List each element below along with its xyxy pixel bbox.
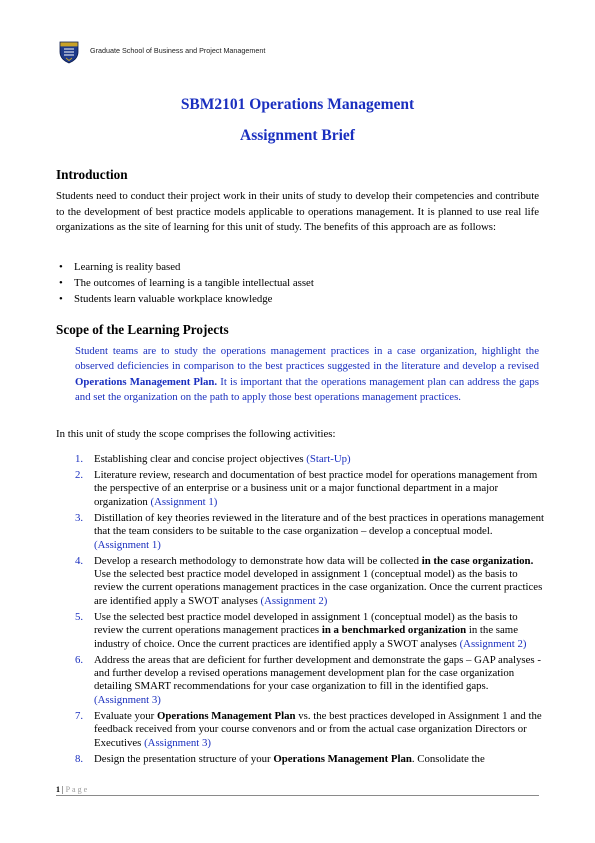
item-text: in the same industry of choice. Once the current practices are identified apply a SWOT analyses: [94, 624, 518, 650]
item-text: Design the presentation structure of your: [94, 752, 274, 765]
item-bold-text: Operations Management Plan: [156, 709, 296, 722]
university-crest-icon: [58, 40, 80, 64]
document-subtitle: Assignment Brief: [240, 127, 355, 144]
header-school-name: Graduate School of Business and Project Management: [90, 46, 266, 55]
list-item: [75, 555, 545, 609]
item-number: 2.: [75, 469, 84, 481]
list-item: [75, 512, 545, 552]
list-item: • Students learn valuable workplace knowledge: [56, 292, 314, 308]
document-title: SBM2101 Operations Management: [180, 96, 415, 113]
item-text: Address the areas that are deficient for further development and demonstrate the gaps – GAP analyses - and further develop a revised operations management development plan for the case organization detailing SMART recommendations for your case organization to fill in the identified gaps.: [94, 653, 541, 693]
scope-heading: Scope of the Learning Projects: [56, 322, 229, 337]
item-text: Literature review, research and documentation of best practice model for operations management from the perspective of an enterprise or a business unit or a major functional department in a major organization: [94, 469, 538, 508]
item-number: 8.: [75, 752, 84, 765]
item-number: 5.: [75, 610, 84, 623]
list-item: [75, 611, 545, 651]
item-number: 1.: [75, 453, 84, 465]
item-text: . Consolidate the: [411, 752, 485, 765]
item-text: Develop a research methodology to demonstrate how data will be collected: [94, 554, 422, 567]
item-bold-text: Operations Management Plan: [273, 752, 412, 765]
scope-highlight-paragraph: [75, 344, 539, 405]
page-header: [58, 38, 265, 64]
footer-divider: [56, 795, 539, 796]
assignment-tag: (Assignment 3): [94, 693, 161, 706]
item-number: 6.: [75, 653, 84, 666]
activities-list: [75, 453, 545, 769]
introduction-heading: Introduction: [56, 167, 128, 182]
scope-text-bold: Operations Management Plan.: [75, 375, 218, 388]
item-bold-text: in a benchmarked organization: [321, 624, 467, 637]
list-item: [75, 453, 545, 466]
list-item: [75, 469, 545, 509]
assignment-tag: (Assignment 3): [144, 736, 211, 749]
item-number: 7.: [75, 709, 84, 722]
item-number: 3.: [75, 511, 84, 524]
item-text: Use the selected best practice model developed in assignment 1 (conceptual model) as the basis to review the current operations management practices: [94, 610, 518, 637]
introduction-paragraph: Students need to conduct their project work in their units of study to develop their competencies and contribute to the development of best practice models applicable to operations management. It is planned to use real life organizations as the site of learning for this unit of study. The benefits of this approach are as follows:: [56, 190, 539, 233]
item-text: Use the selected best practice model developed in assignment 1 (conceptual model) as the basis to review the current operations management practices in the case organization. Once the current practices are identified apply a SWOT analyses: [94, 568, 543, 607]
assignment-tag: (Assignment 2): [459, 637, 527, 650]
item-text: Establishing clear and concise project objectives: [94, 453, 307, 465]
page-number: 1: [56, 785, 60, 794]
item-text: Evaluate your: [94, 709, 157, 722]
scope-text-pre: Student teams are to study the operations management practices in a case organization, highlight the observed deficiencies in comparison to the best practices suggested in the literature and develop a revised: [75, 345, 539, 373]
list-item: • The outcomes of learning is a tangible intellectual asset: [56, 276, 314, 292]
scope-lead-text: In this unit of study the scope comprises the following activities:: [56, 428, 336, 440]
item-bold-text: in the case organization.: [421, 554, 534, 567]
scope-text-post: It is important that the operations management plan can address the gaps and set the organization on the path to apply those best operations management practices.: [75, 375, 539, 403]
page-label: Page: [65, 785, 90, 794]
item-text: vs. the best practices developed in Assignment 1 and the feedback received from your course convenors and or from the actual case organization Directors or Executives: [94, 709, 542, 749]
footer-separator: |: [62, 785, 64, 794]
list-item: [75, 654, 545, 708]
assignment-tag: (Assignment 2): [260, 594, 328, 607]
assignment-tag: (Assignment 1): [150, 495, 218, 508]
assignment-tag: (Assignment 1): [94, 538, 161, 551]
list-item: [75, 753, 545, 766]
item-number: 4.: [75, 554, 84, 567]
page-footer: [56, 785, 89, 794]
assignment-tag: (Start-Up): [306, 453, 351, 465]
item-text: Distillation of key theories reviewed in the literature and of the best practices in operations management that the team considers to be suitable to the case organization – develop a conceptual model.: [94, 511, 545, 538]
benefits-list: [56, 260, 314, 307]
list-item: [75, 710, 545, 750]
list-item: • Learning is reality based: [56, 260, 314, 276]
